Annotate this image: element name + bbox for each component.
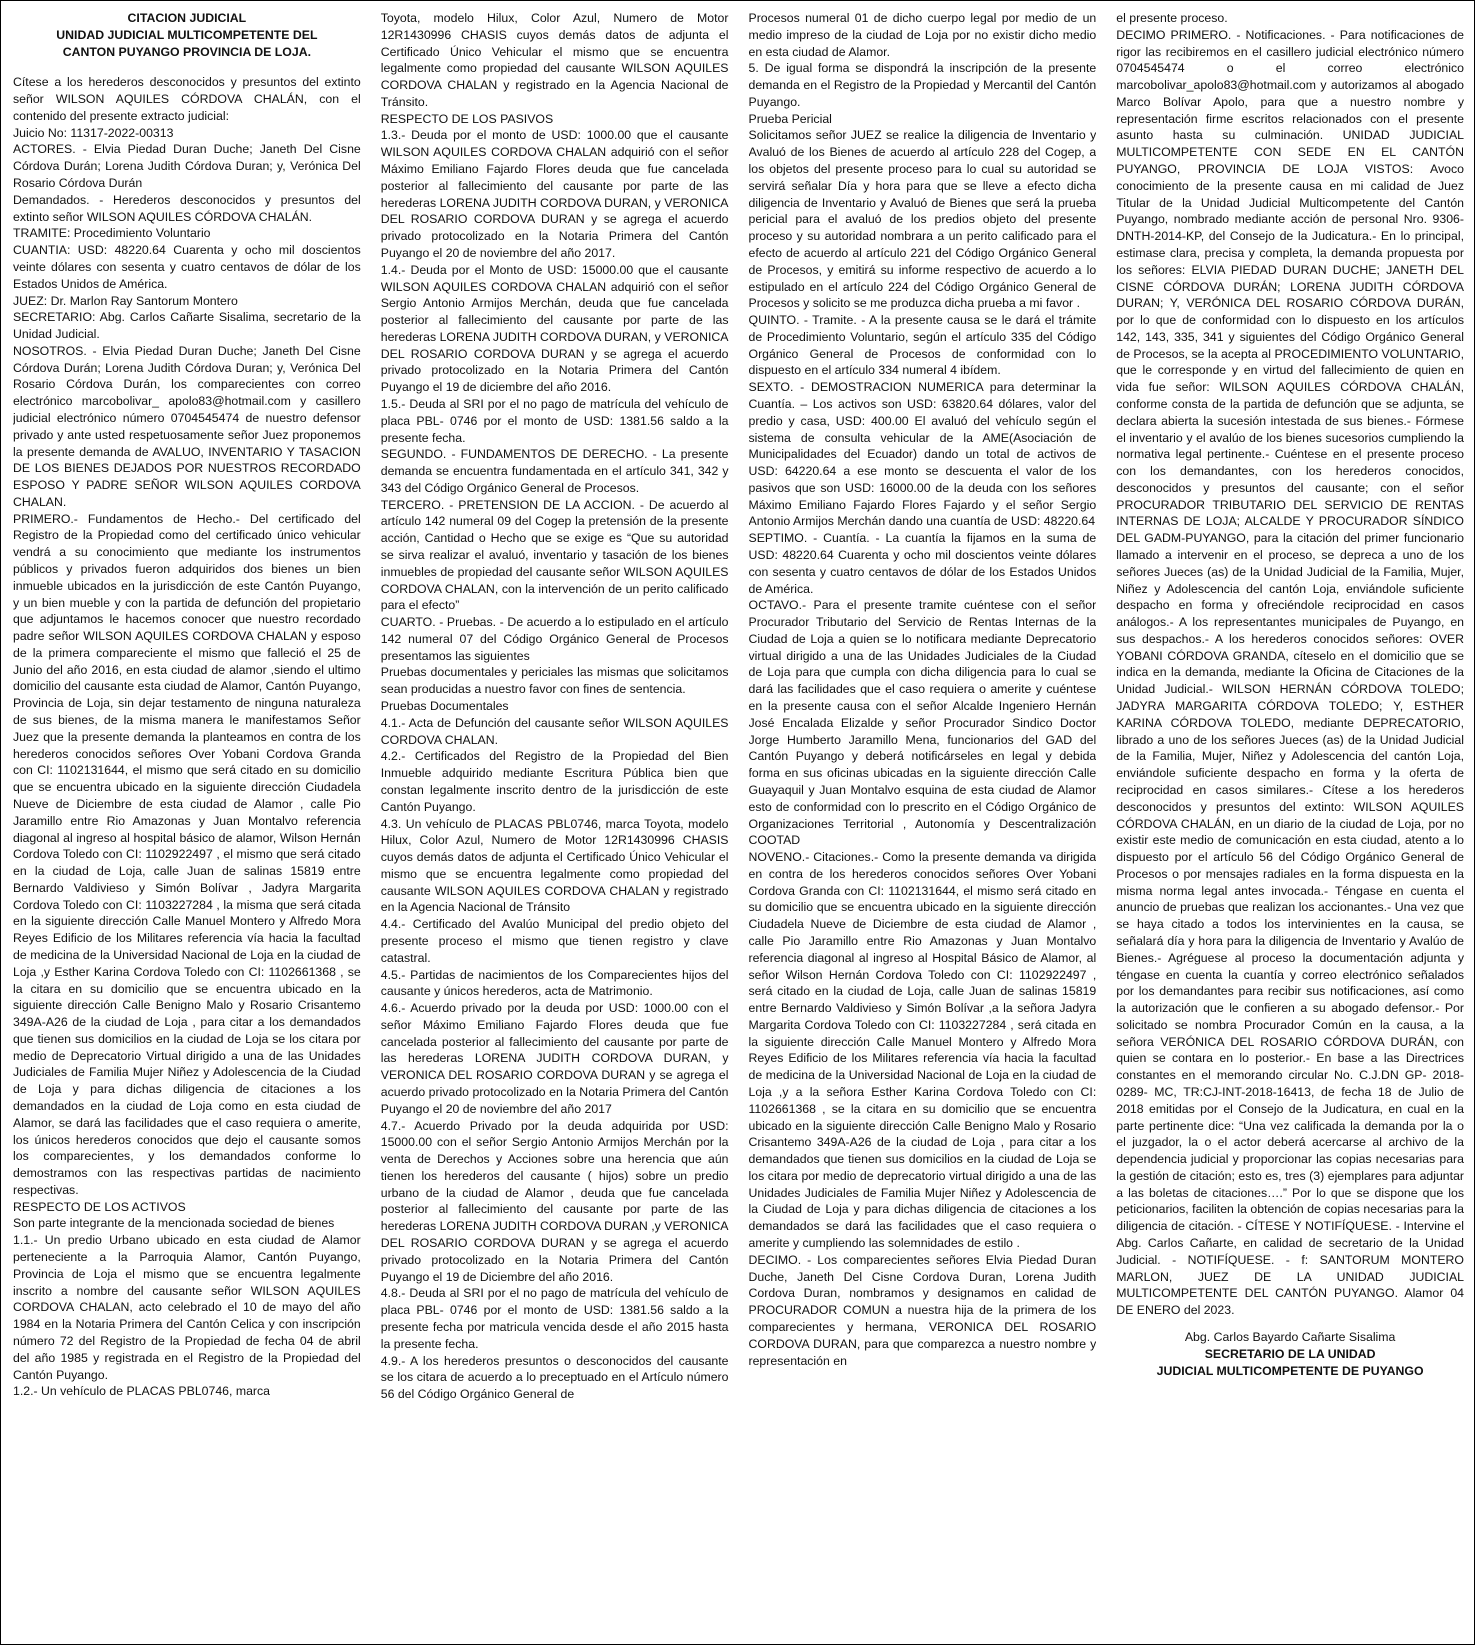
signatory-role-line: JUDICIAL MULTICOMPETENTE DE PUYANGO <box>1156 1363 1424 1378</box>
notice-paragraph: PRIMERO.- Fundamentos de Hecho.- Del certificado del Registro de la Propiedad como del certificado único vehicular vendrá a su conocimiento que mediante los instrumentos públicos y privados fueron adquiridos dos bienes un bien inmueble ubicados en la jurisdicción de este Cantón Puyango, y un bien mueble y con la partida de defunción del propietario que adjuntamos le hacemos conocer que nuestro recordado padre señor WILSON AQUILES CORDOVA CHALAN y esposo de la primera compareciente el mismo que falleció el 25 de Junio del año 2016, en esta ciudad de alamor ,siendo el ultimo domicilio del causante esta ciudad de Alamor, Cantón Puyango, Provincia de Loja, sin dejar testamento de ninguna naturaleza de sus bienes, de la misma manera le manifestamos Señor Juez que la presente demanda la planteamos en contra de los herederos conocidos señores Over Yobani Cordova Granda con CI: 1102131644, el mismo que será citado en su domicilio que se encuentra ubicado en la siguiente dirección Ciudadela Nueve de Diciembre de esta ciudad de Alamor , calle Pio Jaramillo entre Rio Amazonas y Juan Montalvo referencia diagonal al ingreso al hospital básico de alamor, Wilson Hernán Cordova Toledo con CI: 1102922497 , el mismo que será citado en la ciudad de Loja, calle Juan de salinas 15819 entre Bernardo Valdivieso y Simón Bolívar , Jadyra Margarita Cordova Toledo con CI: 1103227284 , la misma que será citada en la siguiente dirección Calle Manuel Montero y Alfredo Mora Reyes Edificio de los Militares referencia vía hacia la facultad de medicina de la Universidad Nacional de Loja en la ciudad de Loja ,y Esther Karina Cordova Toledo con CI: 1102661368 , se la citara en su domicilio que se encuentra ubicado en la siguiente dirección Calle Benigno Malo y Rosario Crisantemo 349A-A26 de la ciudad de Loja , para citar a los demandados que tienen sus domicilios en la ciudad de Loja se los citara por medio de Deprecatorio Virtual dirigido a una de las Unidades Judiciales de Familia Mujer Niñez y Adolescencia de la Ciudad de Loja y para dichas diligencia de citaciones a los demandados en la ciudad de Loja como en esta ciudad de Alamor, se dará las facilidades que el caso requiera o amerite, los únicos herederos conocidos que dejo el causante somos los comparecientes, y los demandados conforme lo demostramos con las respectivas partidas de nacimiento respectivas. <box>13 511 361 1197</box>
notice-paragraph: Procesos numeral 01 de dicho cuerpo legal por medio de un medio impreso de la ciudad de Loja por no existir dicho medio en esta ciudad de Alamor. <box>748 11 1097 59</box>
column-3-body <box>749 10 1097 1369</box>
notice-paragraph: SECRETARIO: Abg. Carlos Cañarte Sisalima, secretario de la Unidad Judicial. <box>13 310 361 342</box>
notice-paragraph: RESPECTO DE LOS ACTIVOS <box>13 1199 186 1214</box>
notice-paragraph: 1.2.- Un vehículo de PLACAS PBL0746, marca <box>13 1384 271 1399</box>
signatory-name: Abg. Carlos Bayardo Cañarte Sisalima <box>1184 1329 1396 1344</box>
notice-paragraph: SEGUNDO. - FUNDAMENTOS DE DERECHO. - La presente demanda se encuentra fundamentada en el artículo 341, 342 y 343 del Código Orgánico General de Procesos. <box>380 447 729 495</box>
notice-paragraph: 1.3.- Deuda por el monto de USD: 1000.00 que el causante WILSON AQUILES CORDOVA CHALAN adquirió con el señor Máximo Emiliano Fajardo Flores deuda que fue cancelada posterior al fallecimiento del causante por parte de las herederas LORENA JUDITH CORDOVA DURAN, y VERONICA DEL ROSARIO CORDOVA DURAN y se agrega el acuerdo privado protocolizado en la Notaria Primera del Cantón Puyango el 20 de noviembre del año 2017. <box>380 128 729 260</box>
notice-paragraph: Juicio No: 11317-2022-00313 <box>13 125 174 140</box>
notice-paragraph: CUANTIA: USD: 48220.64 Cuarenta y ocho mil doscientos veinte dólares con sesenta y cuatro centavos de dólar de los Estados Unidos de América. <box>13 243 361 291</box>
notice-paragraph: 4.3. Un vehículo de PLACAS PBL0746, marca Toyota, modelo Hilux, Color Azul, Numero de Motor 12R1430996 CHASIS cuyos demás datos de adjunta el Certificado Único Vehicular el mismo que se encuentra legalmente como propiedad del causante WILSON AQUILES CORDOVA CHALAN y registrado en la Agencia Nacional de Tránsito <box>380 816 729 915</box>
column-3 <box>749 10 1097 1636</box>
notice-paragraph: Toyota, modelo Hilux, Color Azul, Numero de Motor 12R1430996 CHASIS cuyos demás datos de adjunta el Certificado Único Vehicular el mismo que se encuentra legalmente como propiedad del causante WILSON AQUILES CORDOVA CHALAN y registrado en la Agencia Nacional de Tránsito. <box>380 11 729 109</box>
notice-paragraph: Pruebas documentales y periciales las mismas que solicitamos sean producidas a nuestro favor con fines de sentencia. <box>380 665 729 697</box>
signatory-role-line: SECRETARIO DE LA UNIDAD <box>1204 1346 1376 1361</box>
notice-paragraph: QUINTO. - Tramite. - A la presente causa se le dará el trámite de Procedimiento Voluntario, según el artículo 335 del Código Orgánico General de Procesos de conformidad con lo dispuesto en el artículo 334 numeral 4 ibídem. <box>748 313 1097 378</box>
notice-paragraph: DECIMO. - Los comparecientes señores Elvia Piedad Duran Duche, Janeth Del Cisne Cordova Duran, Lorena Judith Cordova Duran, nombramos y designamos en calidad de PROCURADOR COMUN a nuestra hija de la primera de los comparecientes y hermana, VERONICA DEL ROSARIO CORDOVA DURAN, para que comparezca a nuestro nombre y representación en <box>748 1252 1097 1368</box>
notice-paragraph: Demandados. - Herederos desconocidos y presuntos del extinto señor WILSON AQUILES CÓRDOVA CHALÁN. <box>13 192 361 224</box>
column-4 <box>1116 10 1464 1636</box>
notice-paragraph: TERCERO. - PRETENSION DE LA ACCION. - De acuerdo al artículo 142 numeral 09 del Cogep la pretensión de la presente acción, Cantidad o Hecho que se exige es “Que su autoridad se sirva realizar el avaluó, inventario y tasación de los bienes inmuebles de propiedad del causante señor WILSON AQUILES CORDOVA CHALAN, con la intervención de un perito calificado para el efecto” <box>380 497 729 613</box>
notice-paragraph: RESPECTO DE LOS PASIVOS <box>380 111 554 126</box>
notice-paragraph: Prueba Pericial <box>748 111 832 126</box>
notice-paragraph: Pruebas Documentales <box>380 699 509 714</box>
notice-paragraph: 4.2.- Certificados del Registro de la Propiedad del Bien Inmueble adquirido mediante Escritura Pública bien que constan legalmente inscrito dentro de la jurisdicción de este Cantón Puyango. <box>380 749 729 814</box>
notice-paragraph: 4.8.- Deuda al SRI por el no pago de matrícula del vehículo de placa PBL- 0746 por el monto de USD: 1381.56 saldo a la presente fecha por matricula vencida desde el año 2015 hasta la presente fecha. <box>380 1286 729 1351</box>
notice-paragraph: el presente proceso. <box>1116 11 1228 25</box>
notice-paragraph: 5. De igual forma se dispondrá la inscripción de la presente demanda en el Registro de la Propiedad y Mercantil del Cantón Puyango. <box>748 61 1097 109</box>
notice-paragraph: Son parte integrante de la mencionada sociedad de bienes <box>13 1216 335 1231</box>
column-2 <box>381 10 729 1636</box>
notice-paragraph: SEPTIMO. - Cuantía. - La cuantía la fijamos en la suma de USD: 48220.64 Cuarenta y ocho mil doscientos veinte dólares con sesenta y cuatro centavos de dólar de los Estados Unidos de América. <box>748 531 1097 596</box>
notice-paragraph: NOVENO.- Citaciones.- Como la presente demanda va dirigida en contra de los herederos conocidos señores Over Yobani Cordova Granda con CI: 1102131644, el mismo será citado en su domicilio que se encuentra ubicado en la siguiente dirección Ciudadela Nueve de Diciembre de esta ciudad de Alamor , calle Pio Jaramillo entre Rio Amazonas y Juan Montalvo referencia diagonal al ingreso al Hospital Básico de Alamor, al señor Wilson Hernán Cordova Toledo con CI: 1102922497 , será citado en la ciudad de Loja, calle Juan de salinas 15819 entre Bernardo Valdivieso y Simón Bolívar ,a la señora Jadyra Margarita Cordova Toledo con CI: 1103227284 , será citada en la siguiente dirección Calle Manuel Montero y Alfredo Mora Reyes Edificio de los Militares referencia vía hacia la facultad de medicina de la Universidad Nacional de Loja en la ciudad de Loja ,y a la señora Esther Karina Cordova Toledo con CI: 1102661368 , se la citara en su domicilio que se encuentra ubicado en la siguiente dirección Calle Benigno Malo y Rosario Crisantemo 349A-A26 de la ciudad de Loja , para citar a los demandados que tienen sus domicilios en la ciudad de Loja se los citara por medio de deprecatorio virtual dirigido a una de las Unidades Judiciales de Familia Mujer Niñez y Adolescencia de la Ciudad de Loja y para dichas diligencia de citaciones a los demandados se dará las facilidades que el caso requiera o amerite y cumpliendo las solemnidades de estilo . <box>748 850 1097 1251</box>
notice-paragraph: JUEZ: Dr. Marlon Ray Santorum Montero <box>13 293 238 308</box>
notice-paragraph: Solicitamos señor JUEZ se realice la diligencia de Inventario y Avaluó de los Bienes de acuerdo al artículo 228 del Cogep, a los objetos del presente proceso para lo cual su autoridad se servirá señalar Día y hora para que se lleve a efecto dicha diligencia de Inventario y Avaluó de Bienes que será la prueba pericial para el avaluó de los predios objeto del presente proceso y su autoridad nombrara a un perito calificado para el efecto de acuerdo al artículo 221 del Código Orgánico General de Procesos, y emitirá su informe respectivo de acuerdo a lo estipulado en el artículo 224 del Código Orgánico General de Procesos y solicito se me produzca dicha prueba a mi favor . <box>748 128 1097 311</box>
notice-paragraph: 1.4.- Deuda por el Monto de USD: 15000.00 que el causante WILSON AQUILES CORDOVA CHALAN adquirió con el señor Sergio Antonio Armijos Merchán, deuda que fue cancelada posterior al fallecimiento del causante por parte de las herederas LORENA JUDITH CORDOVA DURAN, y VERONICA DEL ROSARIO CORDOVA DURAN y se agrega el acuerdo privado protocolizado en la Notaria Primera del Cantón Puyango el 19 de diciembre del año 2016. <box>380 262 729 395</box>
notice-paragraph: 4.4.- Certificado del Avalúo Municipal del predio objeto del presente proceso el mismo que tienen registro y clave catastral. <box>380 917 729 965</box>
notice-paragraph: SEXTO. - DEMOSTRACION NUMERICA para determinar la Cuantía. – Los activos son USD: 63820.64 dólares, valor del predio y casa, USD: 400.00 El avaluó del vehículo según el sistema de consulta vehicular de la AME(Asociación de Municipalidades del Ecuador) dando un total de activos de USD: 64220.64 a ese monto se descuenta el valor de los pasivos que son USD: 16000.00 de la deuda con los señores Máximo Emiliano Fajardo Flores Fajardo y el señor Sergio Antonio Armijos Merchán dando una cuantía de USD: 48220.64 <box>748 380 1097 529</box>
notice-paragraph: OCTAVO.- Para el presente tramite cuéntese con el señor Procurador Tributario del Servicio de Rentas Internas de la Ciudad de Loja a quien se lo notificara mediante Deprecatorio virtual dirigido a una de las Unidades Judiciales de la Ciudad de Loja para que cumpla con dicha diligencia para lo cual se dará las facilidades que el caso requiera o amerite y cuéntese en la presente causa con el señor Alcalde Ingeniero Hernán José Encalada Elizalde y señor Procurador Sindico Doctor Jorge Humberto Jaramillo Mena, funcionarios del GAD del Cantón Puyango y deberá notificárseles en legal y debida forma en sus oficinas ubicadas en la siguiente dirección Calle Guayaquil y Juan Montalvo esquina de esta ciudad de Alamor esto de conformidad con lo prescrito en el Código Orgánico de Organizaciones Territorial , Autonomía y Descentralización COOTAD <box>748 598 1097 848</box>
notice-paragraph: 4.5.- Partidas de nacimientos de los Comparecientes hijos del causante y únicos herederos, acta de Matrimonio. <box>380 967 729 999</box>
notice-paragraph: 4.1.- Acta de Defunción del causante señor WILSON AQUILES CORDOVA CHALAN. <box>380 715 729 747</box>
notice-paragraph: DECIMO PRIMERO. - Notificaciones. - Para notificaciones de rigor las recibiremos en el casillero judicial electrónico número 0704545474 o el correo electrónico marcobolivar_apolo83@hotmail.com y autorizamos al abogado Marco Bolívar Apolo, para que a nuestro nombre y representación firme escritos relacionados con el presente asunto hasta su culminación. UNIDAD JUDICIAL MULTICOMPETENTE CON SEDE EN EL CANTÓN PUYANGO, PROVINCIA DE LOJA VISTOS: Avoco conocimiento de la presente causa en mi calidad de Juez Titular de la Unidad Judicial Multicompetente del Cantón Puyango, nombrado mediante acción de personal Nro. 9306-DNTH-2014-KP, del Consejo de la Judicatura.- En lo principal, estimase clara, precisa y completa, la demanda propuesta por los señores: ELVIA PIEDAD DURAN DUCHE; JANETH DEL CISNE CÓRDOVA DURÁN; LORENA JUDITH CÓRDOVA DURAN; Y, VERÓNICA DEL ROSARIO CÓRDOVA DURÁN, por lo que de conformidad con lo dispuesto en los artículos 142, 143, 335, 341 y siguientes del Código Orgánico General de Procesos, se la acepta al PROCEDIMIENTO VOLUNTARIO, que le corresponde y en virtud del fallecimiento de quien en vida fue señor: WILSON AQUILES CÓRDOVA CHALÁN, conforme consta de la partida de defunción que se adjunta, se declara abierta la sucesión intestada de sus bienes.- Fórmese el inventario y el avalúo de los bienes sucesorios cumpliendo la normativa legal pertinente.- Cuéntese en el presente proceso con los demandantes, con los herederos conocidos, desconocidos y presuntos del causante; con el señor PROCURADOR TRIBUTARIO DEL SERVICIO DE RENTAS INTERNAS DE LOJA; ALCALDE Y PROCURADOR SÍNDICO DEL GADM-PUYANGO, para la citación del primer funcionario llamado a intervenir en el proceso, se depreca a uno de los señores Jueces (as) de la Unidad Judicial de la Familia, Mujer, Niñez y Adolescencia del cantón Loja, enviándole suficiente despacho en forma y ofreciéndole reciprocidad en casos análogos.- A los representantes municipales de Puyango, en sus despachos.- A los herederos conocidos señores: OVER YOBANI CÓRDOVA GRANDA, cíteselo en el domicilio que se indica en la demanda, mediante la Oficina de Citaciones de la Unidad Judicial.- WILSON HERNÁN CÓRDOVA TOLEDO; JADYRA MARGARITA CÓRDOVA TOLEDO; Y, ESTHER KARINA CÓRDOVA TOLEDO, mediante DEPRECATORIO, librado a uno de los señores Jueces (as) de la Unidad Judicial de la Familia, Mujer, Niñez y Adolescencia del cantón Loja, enviándole suficiente despacho en forma y la oferta de reciprocidad en casos similares.- Cítese a los herederos desconocidos y presuntos del extinto: WILSON AQUILES CÓRDOVA CHALÁN, en un diario de la ciudad de Loja, por no existir este medio de comunicación en esta ciudad, atento a lo dispuesto por el artículo 56 del Código Orgánico General de Procesos o por mensajes radiales en la forma dispuesta en la misma norma legal antes invocada.- Téngase en cuenta el anuncio de pruebas que realizan los accionantes.- Una vez que se haya citado a todos los intervinientes en la causa, se señalará día y hora para la diligencia de Inventario y Avalúo de Bienes.- Agréguese al proceso la documentación adjunta y téngase en cuenta la cuantía y correo electrónico señalados por los demandantes para recibir sus notificaciones, así como la autorización que le confieren a su abogado defensor.- Por solicitado se nombra Procurador Común en la causa, a la señora VERÓNICA DEL ROSARIO CÓRDOVA DURÁN, con quien se contara en lo posterior.- En base a las Directrices constantes en el memorando circular No. C.J.DN GP- 2018-0289- MC, TR:CJ-INT-2018-16413, de fecha 18 de Julio de 2018 emitidas por el Consejo de la Judicatura, en cual en la parte pertinente dice: “Una vez calificada la demanda por la o el juzgador, la o el actor deberá acercarse al archivo de la dependencia judicial y proporcionar las copias necesarias para la gestión de citación; esto es, tres (3) ejemplares para adjuntar a las boletas de citaciones….” Por lo que se dispone que los peticionarios, faciliten la obtención de copias necesarias para la diligencia de citación. - CÍTESE Y NOTIFÍQUESE. - Intervine el Abg. Carlos Cañarte, en calidad de secretario de la Unidad Judicial. - NOTIFÍQUESE. - f: SANTORUM MONTERO MARLON, JUEZ DE LA UNIDAD JUDICIAL MULTICOMPETENTE DEL CANTÓN PUYANGO. Alamor 04 DE ENERO del 2023. <box>1116 27 1464 1318</box>
notice-paragraph: 4.6.- Acuerdo privado por la deuda por USD: 1000.00 con el señor Máximo Emiliano Fajardo Flores deuda que fue cancelada posterior al fallecimiento del causante por parte de las herederas LORENA JUDITH CORDOVA DURAN, y VERONICA DEL ROSARIO CORDOVA DURAN y se agrega el acuerdo privado protocolizado en la Notaria Primera del Cantón Puyango el 20 de noviembre del año 2017 <box>380 1001 729 1116</box>
column-1 <box>13 10 361 1636</box>
notice-paragraph: CUARTO. - Pruebas. - De acuerdo a lo estipulado en el artículo 142 numeral 07 del Código Orgánico General de Procesos presentamos las siguientes <box>380 615 729 663</box>
notice-paragraph: Cítese a los herederos desconocidos y presuntos del extinto señor WILSON AQUILES CÓRDOVA CHALÁN, con el contenido del presente extracto judicial: <box>13 75 361 123</box>
notice-paragraph: NOSOTROS. - Elvia Piedad Duran Duche; Janeth Del Cisne Córdova Durán; Lorena Judith Córdova Duran; y, Verónica Del Rosario Córdova Durán, los comparecientes con correo electrónico marcobolivar_ apolo83@hotmail.com y casillero judicial electrónico número 0704545474 de nuestro defensor privado y ante usted respetuosamente señor Juez proponemos la presente demanda de AVALUO, INVENTARIO Y TASACION DE LOS BIENES DEJADOS POR NUESTROS RECORDADO ESPOSO Y PADRE SEÑOR WILSON AQUILES CORDOVA CHALAN. <box>13 343 361 509</box>
notice-paragraph: TRAMITE: Procedimiento Voluntario <box>13 226 211 241</box>
notice-paragraph: 1.5.- Deuda al SRI por el no pago de matrícula del vehículo de placa PBL- 0746 por el monto de USD: 1381.56 saldo a la presente fecha. <box>380 396 729 445</box>
notice-paragraph: ACTORES. - Elvia Piedad Duran Duche; Janeth Del Cisne Córdova Durán; Lorena Judith Córdova Duran; y, Verónica Del Rosario Córdova Durán <box>13 142 361 191</box>
column-2-body <box>381 10 729 1403</box>
title-line: CANTON PUYANGO PROVINCIA DE LOJA. <box>62 44 311 59</box>
title-line: UNIDAD JUDICIAL MULTICOMPETENTE DEL <box>56 27 318 42</box>
signature-block <box>1116 1329 1464 1379</box>
notice-paragraph: 4.9.- A los herederos presuntos o desconocidos del causante se los citara de acuerdo a lo preceptuado en el Artículo número 56 del Código Orgánico General de <box>380 1353 729 1402</box>
notice-paragraph: 4.7.- Acuerdo Privado por la deuda adquirida por USD: 15000.00 con el señor Sergio Antonio Armijos Merchán por la venta de Derechos y Acciones sobre una herencia que aún tienen los herederos del causante ( hijos) sobre un predio urbano de la ciudad de Alamor , deuda que fue cancelada posterior al fallecimiento del causante por parte de las herederas LORENA JUDITH CORDOVA DURAN ,y VERONICA DEL ROSARIO CORDOVA DURAN y se agrega el acuerdo privado protocolizado en la Notaria Primera del Cantón Puyango el 19 de Diciembre del año 2016. <box>380 1118 729 1284</box>
notice-paragraph: 1.1.- Un predio Urbano ubicado en esta ciudad de Alamor perteneciente a la Parroquia Alamor, Cantón Puyango, Provincia de Loja el mismo que se encuentra legalmente inscrito a nombre del causante señor WILSON AQUILES CORDOVA CHALAN, acto celebrado el 10 de mayo del año 1984 en la Notaria Primera del Cantón Celica y con inscripción número 72 del Registro de la Propiedad de fecha 04 de abril del año 1985 y registrada en el Registro de la Propiedad del Cantón Puyango. <box>13 1233 361 1382</box>
column-4-body <box>1116 10 1464 1319</box>
column-1-body <box>13 74 361 1400</box>
title-line: CITACION JUDICIAL <box>127 11 247 25</box>
notice-title <box>13 10 361 60</box>
